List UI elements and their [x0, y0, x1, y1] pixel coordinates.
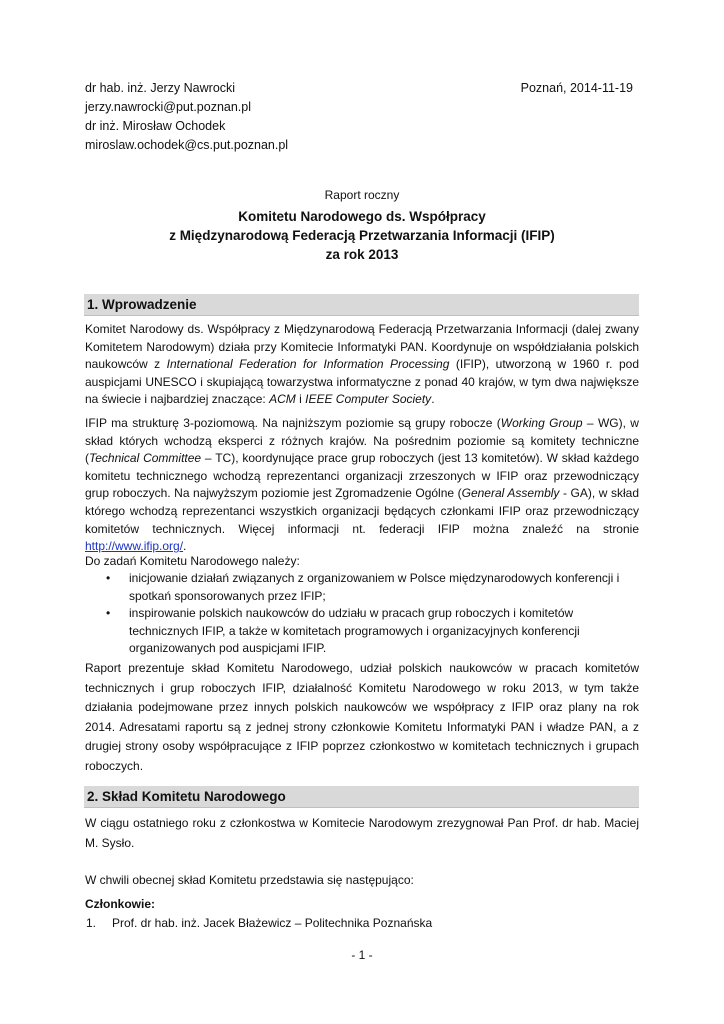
list-item: • inicjowanie działań związanych z organizowaniem w Polsce międzynarodowych konferencji i spotkań sponsorowanych przez IFIP; — [106, 571, 620, 603]
report-title-line-2: z Międzynarodową Federacją Przetwarzania Informacji (IFIP) — [169, 228, 555, 243]
list-item: • inspirowanie polskich naukowców do udziału w pracach grup roboczych i komitetów technicznych IFIP, a także w komitetach programowych i organizacyjnych konferencji organizowanych pod auspicjami IFIP. — [106, 606, 580, 656]
list-item: 1. Prof. dr hab. inż. Jacek Błażewicz – Politechnika Poznańska — [86, 916, 433, 930]
bullet-icon: • — [106, 571, 111, 585]
composition-paragraph-1: W ciągu ostatniego roku z członkostwa w Komitecie Narodowym zrezygnował Pan Prof. dr hab. Maciej M. Sysło. — [85, 816, 639, 850]
author2-name: dr inż. Mirosław Ochodek — [85, 119, 226, 133]
place-date: Poznań, 2014-11-19 — [520, 81, 633, 95]
composition-paragraph-2: W chwili obecnej skład Komitetu przedstawia się następująco: — [85, 873, 414, 887]
author2-email: miroslaw.ochodek@cs.put.poznan.pl — [85, 138, 289, 152]
members-heading: Członkowie: — [85, 897, 156, 911]
report-title-line-1: Komitetu Narodowego ds. Współpracy — [238, 209, 486, 224]
report-title-line-3: za rok 2013 — [325, 247, 399, 262]
author1-block — [85, 79, 251, 117]
author1-name: dr hab. inż. Jerzy Nawrocki — [85, 81, 236, 95]
intro-paragraph-3: Raport prezentuje skład Komitetu Narodowego, udział polskich naukowców w pracach komitetów technicznych i grup roboczych IFIP, działalność Komitetu Narodowego w roku 2013, w tym także działania podejmowane przez innych polskich naukowców we współpracy z IFIP oraz plany na rok 2014. Adresatami raportu są z jednej strony członkowie Komitetu Informatyki PAN i władze PAN, a z drugiej strony osoby współpracujące z IFIP poprzez członkostwo w komitetach technicznych i grupach roboczych. — [85, 661, 639, 773]
section-2-heading: 2. Skład Komitetu Narodowego — [84, 786, 639, 808]
report-label: Raport roczny — [324, 188, 400, 202]
tasks-list — [106, 570, 639, 658]
section-1-heading: 1. Wprowadzenie — [84, 294, 639, 316]
tasks-intro: Do zadań Komitetu Narodowego należy: — [85, 554, 300, 568]
ifip-website-link[interactable]: http://www.ifip.org/ — [85, 539, 184, 554]
page-number: - 1 - — [351, 948, 373, 962]
members-list — [86, 916, 432, 930]
author1-email: jerzy.nawrocki@put.poznan.pl — [85, 100, 252, 114]
bullet-icon: • — [106, 606, 111, 621]
author2-block — [85, 117, 288, 155]
intro-paragraph-1: Komitet Narodowy ds. Współpracy z Międzynarodową Federacją Przetwarzania Informacji (dalej zwany Komitetem Narodowym) działa przy Komitecie Informatyki PAN. Koordynuje on współdziałania polskich naukowców z International Federation for Information Processing (IFIP), utworzoną w 1960 r. pod auspicjami UNESCO i skupiającą towarzystwa informatyczne z ponad 40 krajów, w tym dwa największe na świecie i najbardziej znaczące: ACM i IEEE Computer Society. — [85, 322, 639, 407]
intro-paragraph-2: IFIP ma strukturę 3-poziomową. Na najniższym poziomie są grupy robocze (Working Group – WG), w skład których wchodzą eksperci z różnych krajów. Na pośrednim poziomie są komitety techniczne (Technical Committee – TC), koordynujące prace grup roboczych (jest 13 komitetów). W skład każdego komitetu technicznego wchodzą reprezentanci organizacji zrzeszonych w IFIP oraz przewodniczący grup roboczych. Na najwyższym poziomie jest Zgromadzenie Ogólne (General Assembly - GA), w skład którego wchodzą reprezentanci wszystkich organizacji będących członkami IFIP oraz przewodniczący komitetów technicznych. Więcej informacji nt. federacji IFIP można znaleźć na stronie http://www.ifip.org/. — [85, 416, 640, 554]
